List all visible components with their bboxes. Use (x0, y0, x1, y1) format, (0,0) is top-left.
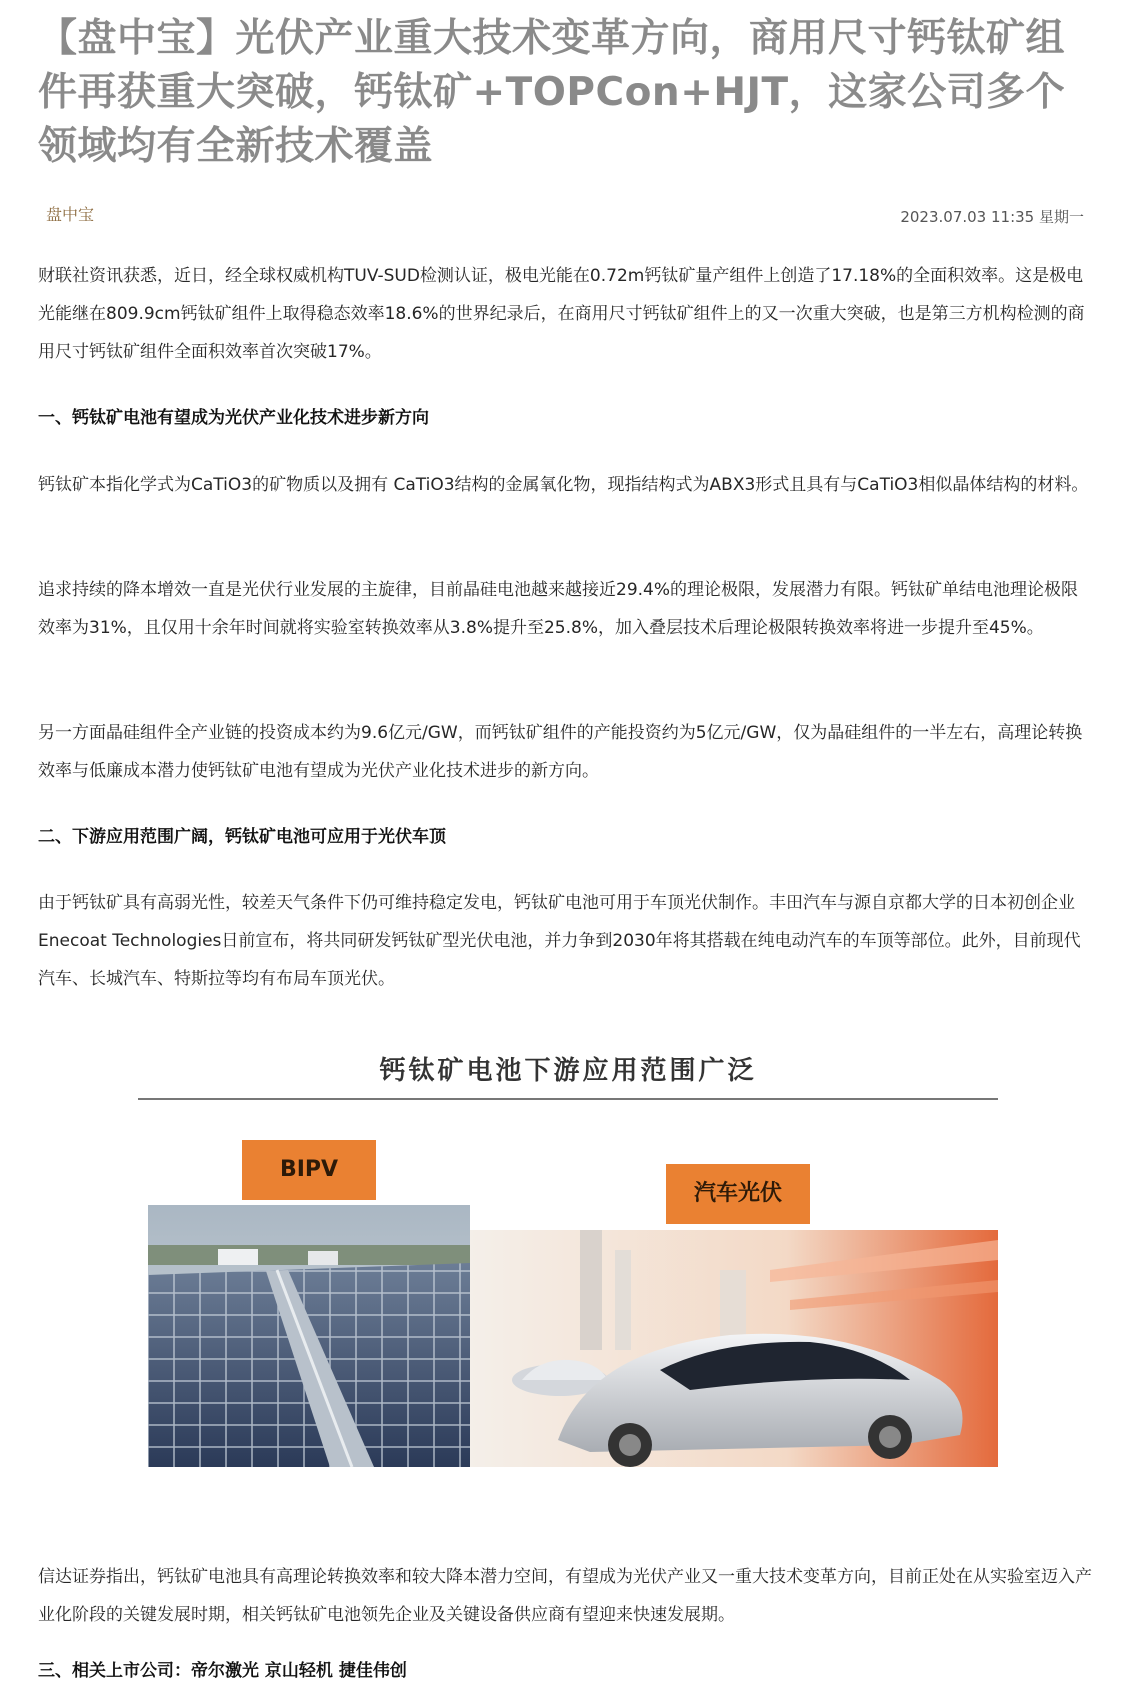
section2-heading: 二、下游应用范围广阔，钙钛矿电池可应用于光伏车顶 (38, 827, 446, 847)
solar-car-illustration (470, 1230, 998, 1467)
application-figure (138, 1050, 1000, 1480)
automotive-pv-image (470, 1230, 998, 1467)
bipv-tag: BIPV (242, 1140, 376, 1200)
section1-heading: 一、钙钛矿电池有望成为光伏产业化技术进步新方向 (38, 408, 429, 428)
section2-paragraph-2: 信达证券指出，钙钛矿电池具有高理论转换效率和较大降本潜力空间，有望成为光伏产业又一重大技术变革方向，目前正处在从实验室迈入产业化阶段的关键发展时期，相关钙钛矿电池领先企业及关键设备供应商有望迎来快速发展期。 (38, 1567, 1092, 1625)
section1-paragraph-1: 钙钛矿本指化学式为CaTiO3的矿物质以及拥有 CaTiO3结构的金属氧化物，现指结构式为ABX3形式且具有与CaTiO3相似晶体结构的材料。 (38, 475, 1089, 495)
article-source[interactable]: 盘中宝 (46, 205, 95, 224)
section1-paragraph-3: 另一方面晶硅组件全产业链的投资成本约为9.6亿元/GW，而钙钛矿组件的产能投资约为5亿元/GW，仅为晶硅组件的一半左右，高理论转换效率与低廉成本潜力使钙钛矿电池有望成为光伏产业化技术进步的新方向。 (38, 723, 1083, 781)
article-title: 【盘中宝】光伏产业重大技术变革方向，商用尺寸钙钛矿组件再获重大突破，钙钛矿+TOPCon+HJT，这家公司多个领域均有全新技术覆盖 (38, 16, 1066, 169)
rooftop-solar-illustration (148, 1205, 470, 1467)
section2-paragraph-1: 由于钙钛矿具有高弱光性，较差天气条件下仍可维持稳定发电，钙钛矿电池可用于车顶光伏制作。丰田汽车与源自京都大学的日本初创企业Enecoat Technologies日前宣布，将共同研发钙钛矿型光伏电池，并力争到2030年将其搭载在纯电动汽车的车顶等部位。此外，目前现代汽车、长城汽车、特斯拉等均有布局车顶光伏。 (38, 893, 1081, 989)
auto-pv-tag: 汽车光伏 (666, 1164, 810, 1224)
article-datetime: 2023.07.03 11:35 星期一 (900, 208, 1084, 226)
figure-title-rule (138, 1098, 998, 1100)
section1-paragraph-2: 追求持续的降本增效一直是光伏行业发展的主旋律，目前晶硅电池越来越接近29.4%的理论极限，发展潜力有限。钙钛矿单结电池理论极限效率为31%，且仅用十余年时间就将实验室转换效率从3.8%提升至25.8%，加入叠层技术后理论极限转换效率将进一步提升至45%。 (38, 580, 1079, 638)
figure-title: 钙钛矿电池下游应用范围广泛 (379, 1056, 757, 1086)
section3-heading: 三、相关上市公司：帝尔激光 京山轻机 捷佳伟创 (38, 1661, 407, 1681)
bipv-rooftop-image (148, 1205, 470, 1467)
intro-paragraph: 财联社资讯获悉，近日，经全球权威机构TUV-SUD检测认证，极电光能在0.72m钙钛矿量产组件上创造了17.18%的全面积效率。这是极电光能继在809.9cm钙钛矿组件上取得稳态效率18.6%的世界纪录后，在商用尺寸钙钛矿组件上的又一次重大突破，也是第三方机构检测的商用尺寸钙钛矿组件全面积效率首次突破17%。 (38, 266, 1085, 362)
